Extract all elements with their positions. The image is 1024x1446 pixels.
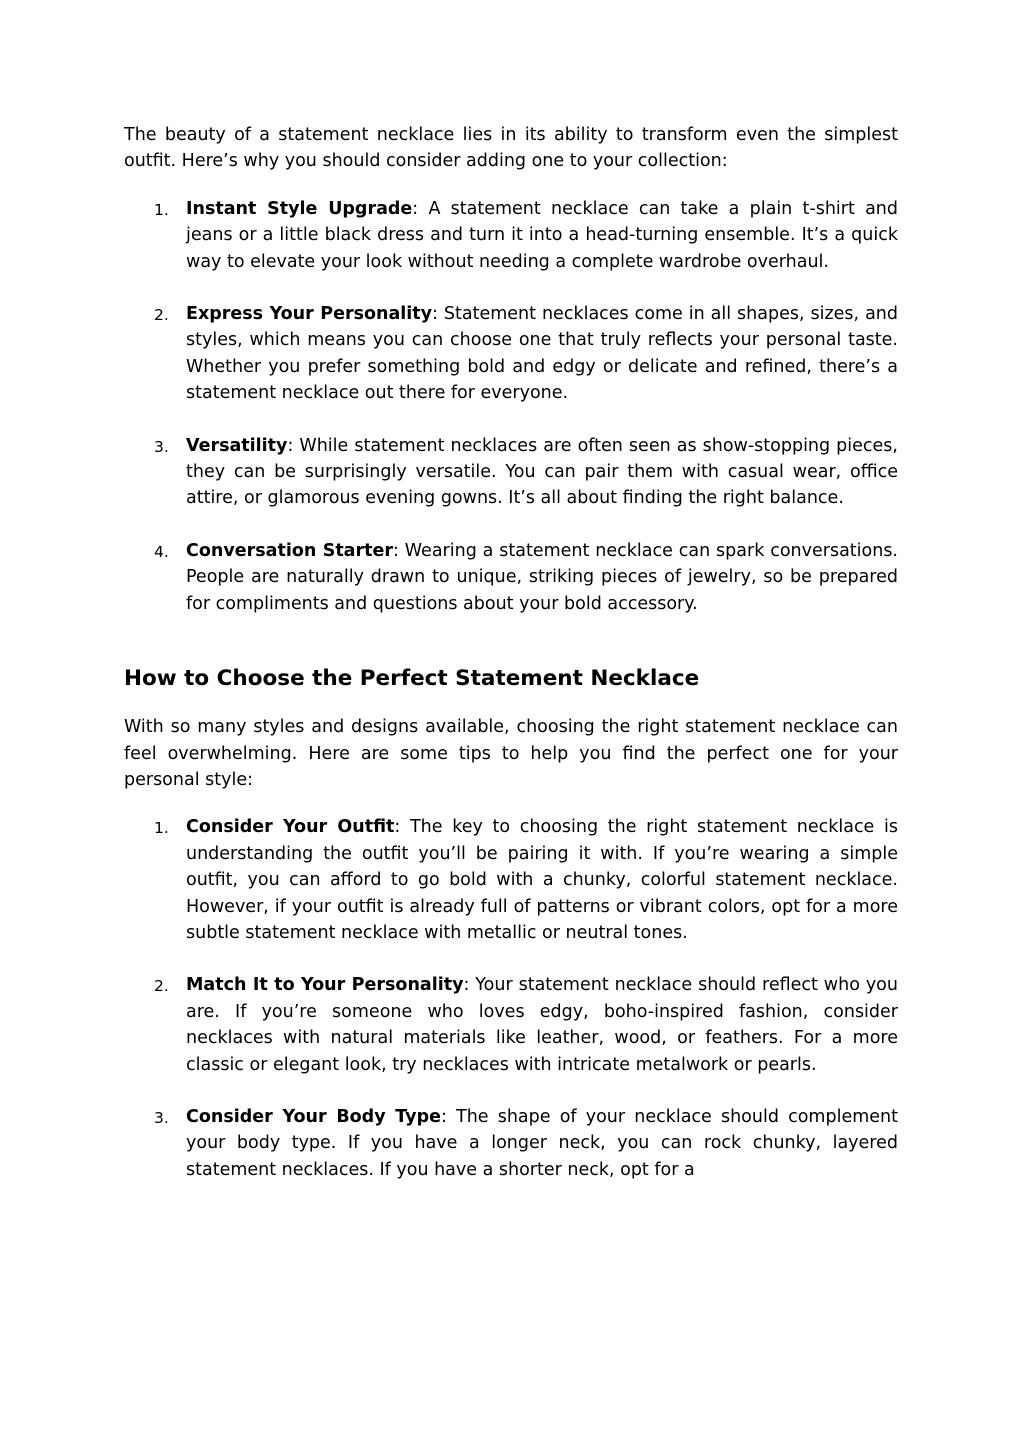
- document-page: [124, 122, 898, 1183]
- list-item-text: : Wearing a statement necklace can spark conversations. People are naturally drawn to unique, striking pieces of jewelry, so be prepared for compliments and questions about your bold accessory.: [186, 540, 898, 614]
- list-number: 3.: [154, 437, 169, 456]
- list-number: 2.: [154, 977, 169, 996]
- list-item-title: Express Your Personality: [186, 304, 433, 325]
- list-item: [124, 433, 898, 512]
- reasons-list: [124, 196, 898, 617]
- list-item-text: : Your statement necklace should reflect who you are. If you’re someone who loves edgy, boho-inspired fashion, consider necklaces with natural materials like leather, wood, or feathers. For a more classic or elegant look, try necklaces with intricate metalwork or pearls.: [186, 975, 898, 1075]
- list-item-title: Conversation Starter: [186, 540, 393, 561]
- list-item-title: Match It to Your Personality: [186, 975, 464, 996]
- list-item-text: : While statement necklaces are often seen as show-stopping pieces, they can be surprisingly versatile. You can pair them with casual wear, office attire, or glamorous evening gowns. It’s all about finding the right balance.: [186, 435, 898, 509]
- list-number: 3.: [154, 1108, 169, 1127]
- list-item: [124, 301, 898, 407]
- list-item-title: Consider Your Outfit: [186, 817, 395, 838]
- list-item-text: : Statement necklaces come in all shapes, sizes, and styles, which means you can choose one that truly reflects your personal taste. Whether you prefer something bold and edgy or delicate and refined, there’s a statement necklace out there for everyone.: [186, 304, 898, 404]
- list-item: [124, 814, 898, 946]
- list-item: [124, 538, 898, 617]
- list-number: 2.: [154, 306, 169, 325]
- list-number: 4.: [154, 542, 169, 561]
- list-number: 1.: [154, 200, 169, 219]
- section-intro-paragraph: With so many styles and designs available, choosing the right statement necklace can feel overwhelming. Here are some tips to help you find the perfect one for your personal style:: [124, 717, 898, 790]
- list-item-title: Versatility: [186, 435, 288, 456]
- list-item-text: : The key to choosing the right statement necklace is understanding the outfit you’ll be pairing it with. If you’re wearing a simple outfit, you can afford to go bold with a chunky, colorful statement necklace. However, if your outfit is already full of patterns or vibrant colors, opt for a more subtle statement necklace with metallic or neutral tones.: [186, 817, 898, 943]
- tips-list: [124, 814, 898, 1183]
- list-number: 1.: [154, 819, 169, 838]
- list-item: [124, 972, 898, 1078]
- list-item: [124, 196, 898, 275]
- list-item: [124, 1104, 898, 1183]
- list-item-title: Consider Your Body Type: [186, 1106, 441, 1127]
- section-heading: How to Choose the Perfect Statement Necklace: [124, 666, 700, 692]
- intro-paragraph: The beauty of a statement necklace lies in its ability to transform even the simplest outfit. Here’s why you should consider adding one to your collection:: [124, 125, 898, 172]
- list-item-title: Instant Style Upgrade: [186, 198, 413, 219]
- list-item-text: : A statement necklace can take a plain t-shirt and jeans or a little black dress and turn it into a head-turning ensemble. It’s a quick way to elevate your look without needing a complete wardrobe overhaul.: [186, 198, 898, 272]
- list-item-text: : The shape of your necklace should complement your body type. If you have a longer neck, you can rock chunky, layered statement necklaces. If you have a shorter neck, opt for a: [186, 1106, 898, 1180]
